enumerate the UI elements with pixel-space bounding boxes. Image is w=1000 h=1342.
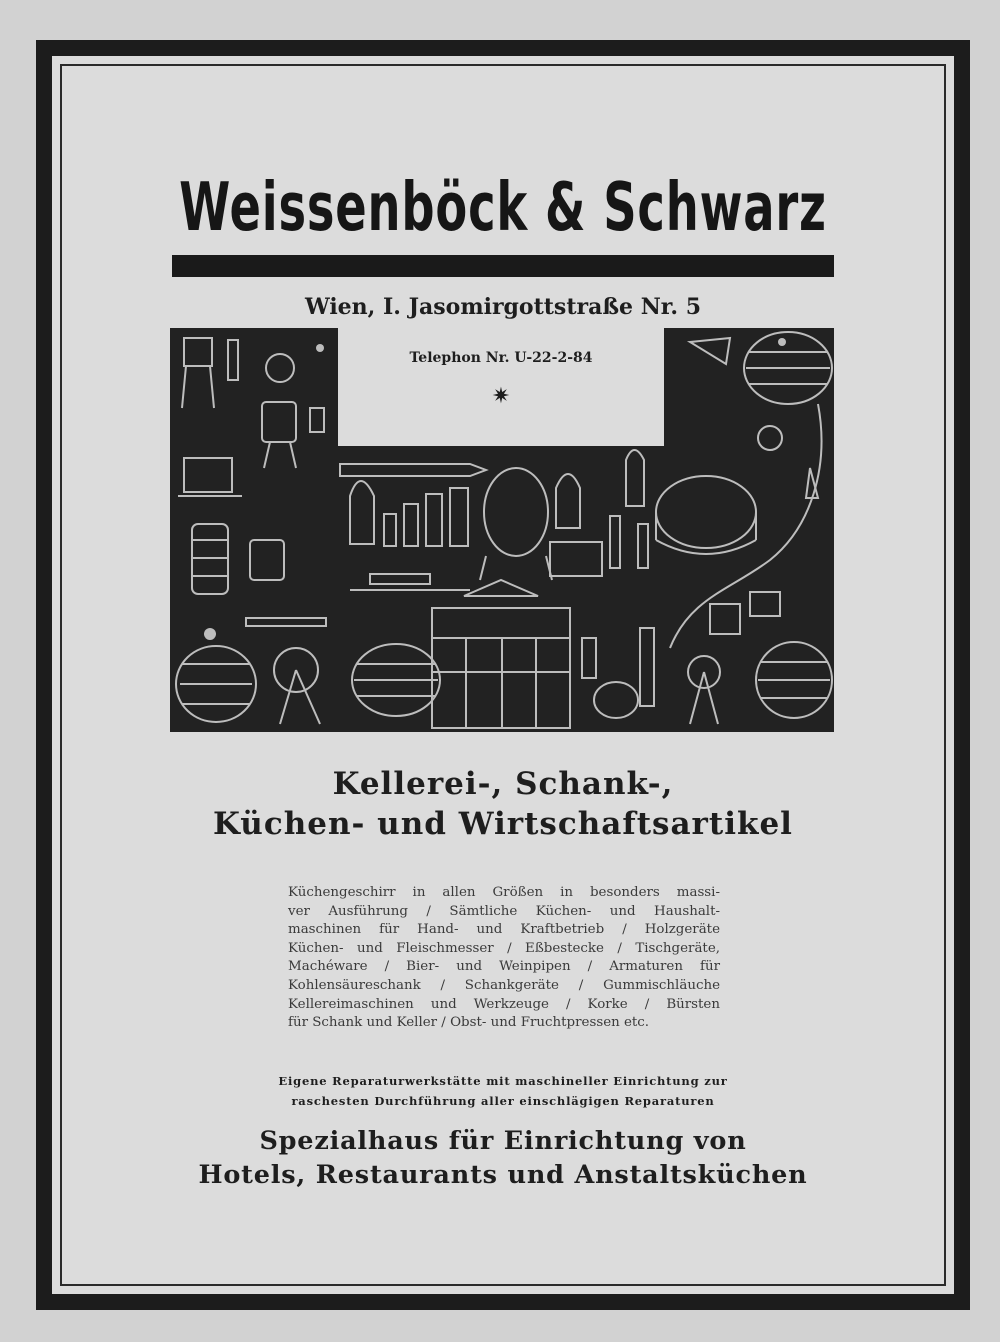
description-line: Machéware / Bier- und Weinpipen / Armaturen für <box>288 959 720 975</box>
bucket-icon <box>750 592 780 616</box>
company-name: Weissenböck & Schwarz <box>179 168 827 247</box>
copper-tank-icon <box>656 476 756 548</box>
scale-icon <box>370 574 430 584</box>
bottle-icon <box>228 340 238 380</box>
kitchen-knife-icon <box>340 464 486 476</box>
description-line: Kohlensäureschank / Schankgeräte / Gummischläuche <box>288 977 720 993</box>
small-barrel-icon <box>594 682 638 718</box>
ornate-tank-icon <box>484 468 548 556</box>
ice-cream-maker-icon <box>250 540 284 580</box>
specialty-line-1: Spezialhaus für Einrichtung von <box>259 1126 747 1156</box>
telephone-panel <box>338 328 664 446</box>
measuring-cup-icon <box>450 488 468 546</box>
product-heading-line-1: Kellerei-, Schank-, <box>332 766 674 802</box>
tap-icon <box>582 638 596 678</box>
bucket-icon <box>184 338 212 366</box>
bottle-icon <box>626 450 644 506</box>
measuring-cup-icon <box>404 504 418 546</box>
product-illustration <box>170 328 834 732</box>
funnel-icon <box>690 338 730 364</box>
knife-icon <box>246 618 326 626</box>
measuring-cup-icon <box>426 494 442 546</box>
co2-cylinder-icon <box>640 628 654 706</box>
meat-grinder-icon <box>184 458 232 492</box>
star-ornament: ✷ <box>491 384 511 409</box>
product-description <box>288 884 720 1033</box>
product-heading-line-2: Küchen- und Wirtschaftsartikel <box>213 806 793 842</box>
description-line: Küchen- und Fleischmesser / Eßbestecke / Tischgeräte, <box>288 940 720 956</box>
repair-notice-line-1: Eigene Reparaturwerkstätte mit maschineller Einrichtung zur <box>278 1074 728 1088</box>
wheel-icon <box>266 354 294 382</box>
bottle-basket-icon <box>550 542 602 576</box>
tap-wheel-icon <box>758 426 782 450</box>
title-underline <box>172 255 834 277</box>
jug-icon <box>350 481 374 544</box>
bucket-icon <box>710 604 740 634</box>
company-address: Wien, I. Jasomirgottstraße Nr. 5 <box>305 294 701 320</box>
description-line: Küchengeschirr in allen Größen in besonders massi- <box>288 885 720 900</box>
repair-notice-line-2: raschesten Durchführung aller einschlägigen Reparaturen <box>291 1094 715 1108</box>
description-line: maschinen für Hand- und Kraftbetrieb / Holzgeräte <box>288 922 720 938</box>
description-line: für Schank und Keller / Obst- und Fruchtpressen etc. <box>288 1015 650 1031</box>
advertisement-content <box>36 40 970 1310</box>
description-line: Kellereimaschinen und Werkzeuge / Korke / Bürsten <box>288 996 720 1012</box>
description-line: ver Ausführung / Sämtliche Küchen- und Haushalt- <box>288 903 720 919</box>
hose-icon <box>670 404 821 648</box>
telephone-number: Telephon Nr. U-22-2-84 <box>409 350 593 366</box>
measuring-cup-icon <box>384 514 396 546</box>
pitcher-icon <box>556 474 580 528</box>
specialty-line-2: Hotels, Restaurants und Anstaltsküchen <box>198 1160 808 1190</box>
churn-icon <box>262 402 296 442</box>
